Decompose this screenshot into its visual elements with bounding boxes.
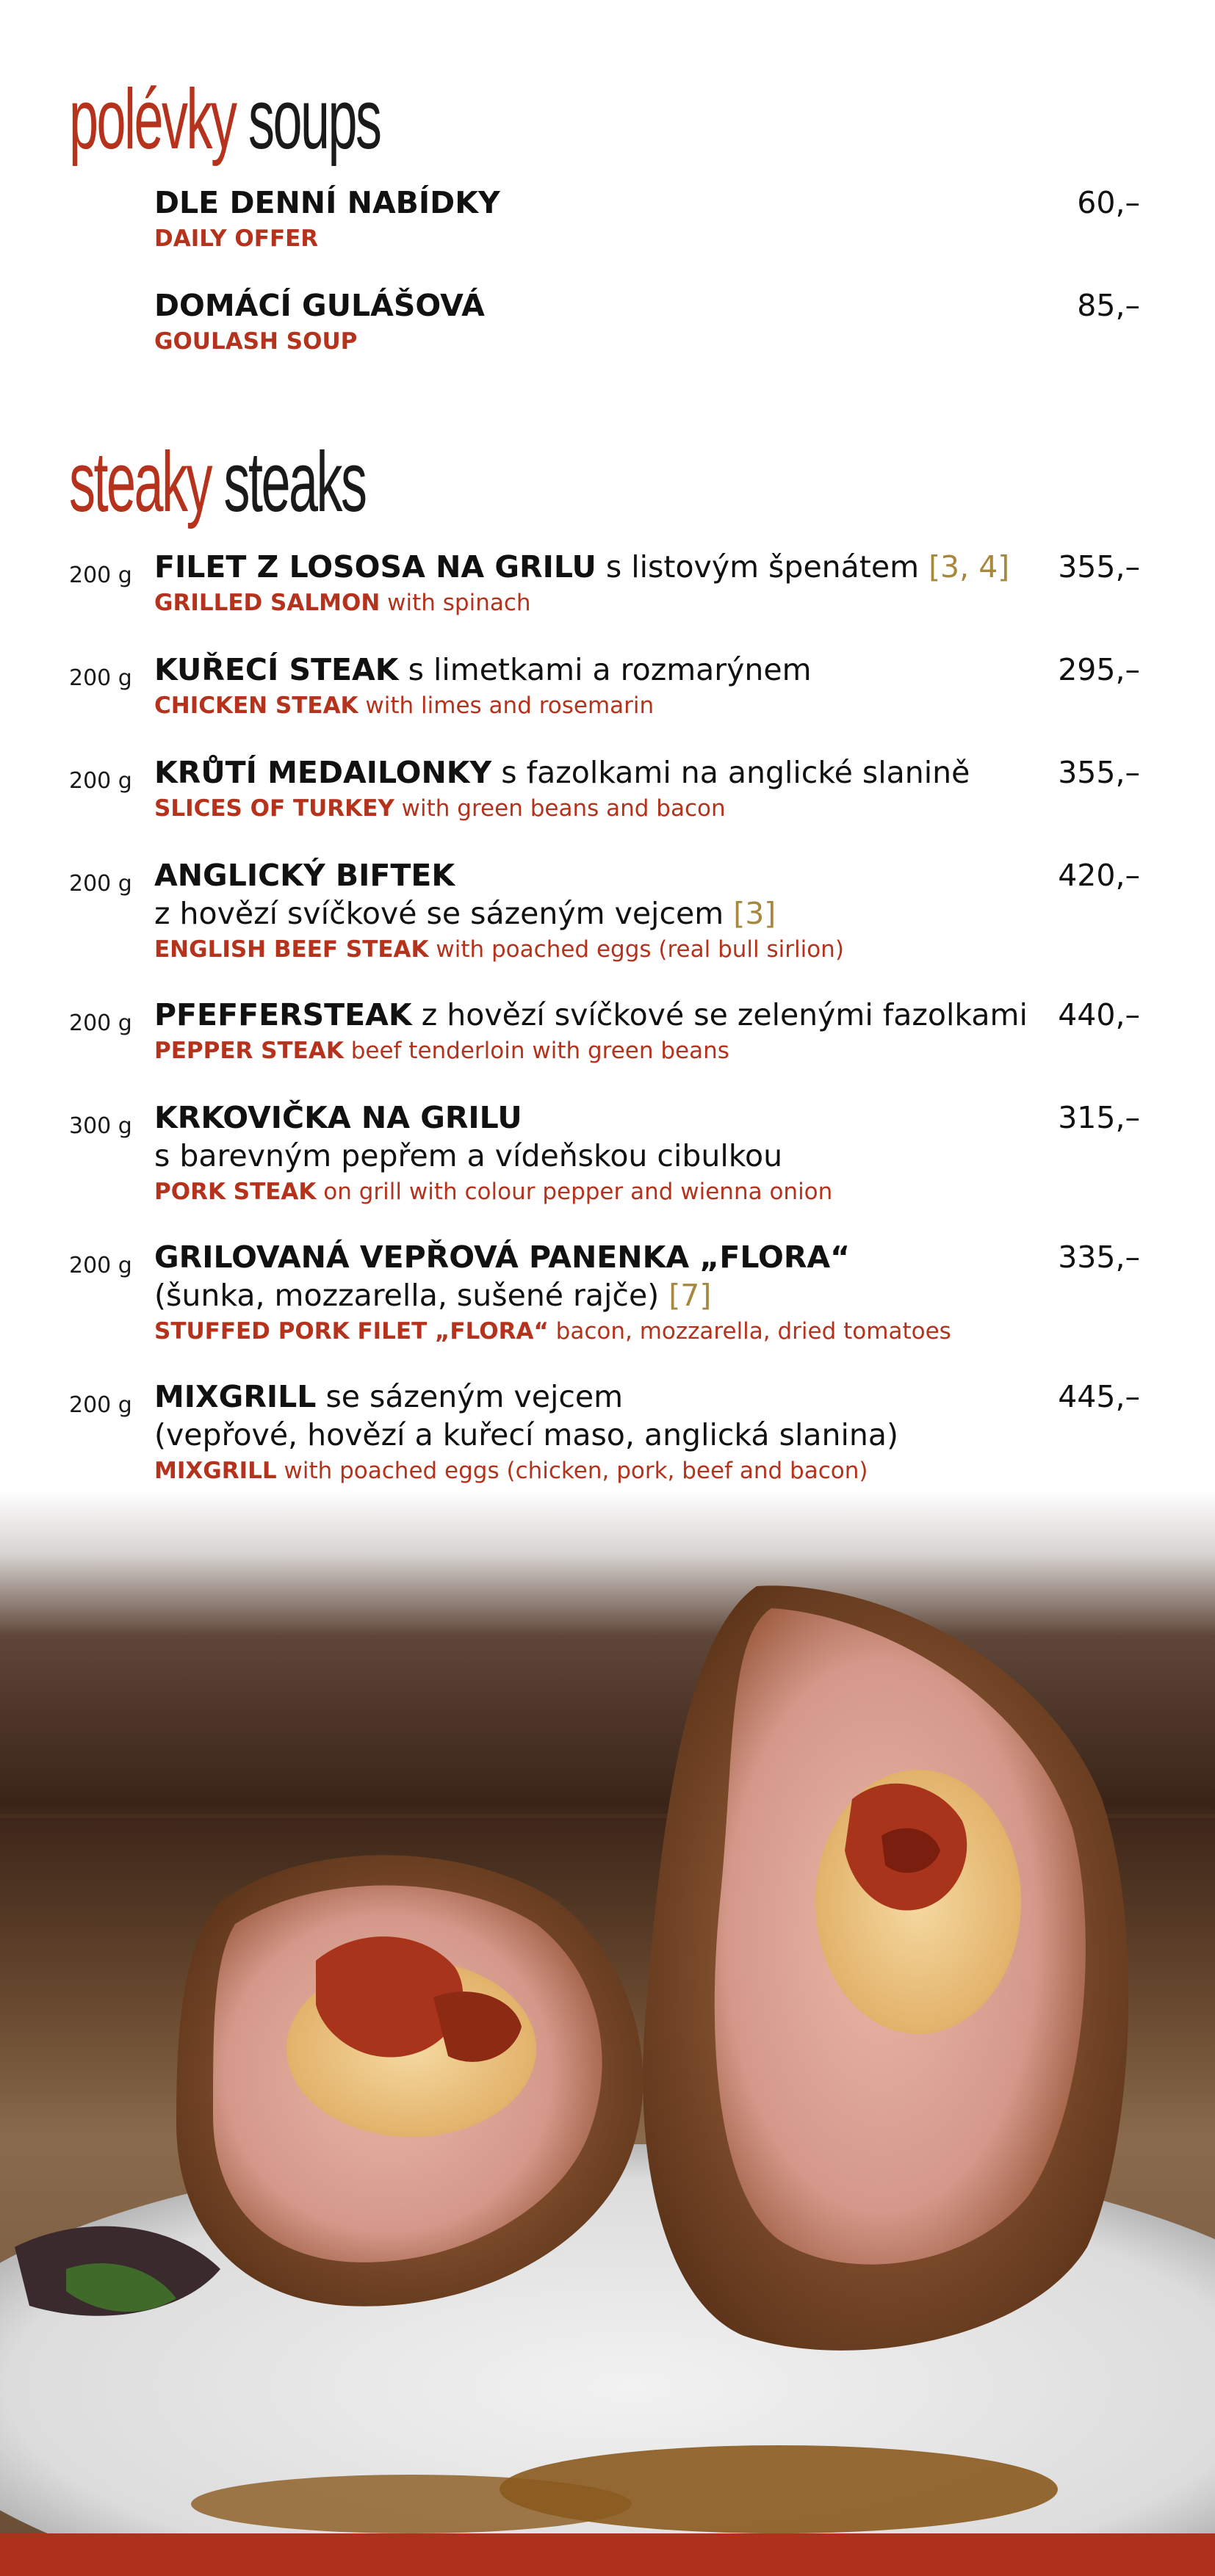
item-description: z hovězí svíčkové se sázeným vejcem (154, 896, 734, 931)
item-description-en: with poached eggs (chicken, pork, beef and bacon) (276, 1458, 868, 1484)
item-price: 85,– (1077, 288, 1140, 323)
item-weight: 200 g (69, 1392, 132, 1418)
steaks-title-cz: steaky (69, 434, 211, 529)
item-price: 315,– (1058, 1100, 1140, 1135)
item-name: KRŮTÍ MEDAILONKY (154, 755, 492, 790)
soups-title-en: soups (248, 71, 381, 167)
steaks-title-en: steaks (223, 434, 366, 529)
item-name-en: MIXGRILL (154, 1458, 277, 1484)
item-name: PFEFFERSTEAK (154, 997, 412, 1032)
item-price: 420,– (1058, 858, 1140, 893)
soups-section-title (69, 71, 381, 167)
item-description: se sázeným vejcem (316, 1379, 624, 1414)
stuffed-pork-tenderloin-photo (0, 1491, 1215, 2533)
item-price: 355,– (1058, 755, 1140, 790)
item-description: s fazolkami na anglické slanině (491, 755, 970, 790)
item-name: ANGLICKÝ BIFTEK (154, 858, 455, 893)
item-description-en: with green beans and bacon (394, 795, 726, 822)
item-price: 440,– (1058, 997, 1140, 1032)
footer-bar (0, 2533, 1215, 2576)
item-description: z hovězí svíčkové se zelenými fazolkami (411, 997, 1028, 1032)
item-description: (šunka, mozzarella, sušené rajče) (154, 1278, 669, 1313)
item-price: 295,– (1058, 652, 1140, 687)
item-description-en: on grill with colour pepper and wienna onion (316, 1179, 833, 1205)
item-price: 355,– (1058, 549, 1140, 585)
item-name: DOMÁCÍ GULÁŠOVÁ (154, 288, 485, 323)
item-price: 335,– (1058, 1240, 1140, 1275)
item-name-en: SLICES OF TURKEY (154, 795, 394, 822)
item-weight: 200 g (69, 665, 132, 691)
item-description: s barevným pepřem a vídeňskou cibulkou (154, 1138, 783, 1173)
item-allergens: [3] (733, 896, 776, 931)
item-description: s listovým špenátem (596, 549, 929, 585)
item-name: MIXGRILL (154, 1379, 317, 1414)
item-weight: 200 g (69, 562, 132, 588)
item-name-en: ENGLISH BEEF STEAK (154, 936, 429, 963)
item-weight: 200 g (69, 1253, 132, 1278)
item-description: s limetkami a rozmarýnem (398, 652, 812, 687)
item-weight: 200 g (69, 768, 132, 794)
item-weight: 200 g (69, 871, 132, 897)
item-price: 60,– (1077, 185, 1140, 220)
item-description-en: beef tenderloin with green beans (343, 1038, 729, 1064)
item-description-en: with spinach (380, 590, 531, 616)
item-name: FILET Z LOSOSA NA GRILU (154, 549, 596, 585)
item-description-en: with poached eggs (real bull sirlion) (428, 936, 844, 963)
item-allergens: [7] (668, 1278, 712, 1313)
item-weight: 200 g (69, 1010, 132, 1036)
item-weight: 300 g (69, 1113, 132, 1139)
item-name-en: PORK STEAK (154, 1179, 317, 1205)
item-description-en: with limes and rosemarin (358, 692, 655, 719)
item-name-en: GRILLED SALMON (154, 590, 381, 616)
item-name-en: PEPPER STEAK (154, 1038, 344, 1064)
item-name: GRILOVANÁ VEPŘOVÁ PANENKA „FLORA“ (154, 1240, 851, 1275)
item-description-en: bacon, mozzarella, dried tomatoes (548, 1318, 951, 1345)
steaks-section-title (69, 434, 366, 529)
item-name: DLE DENNÍ NABÍDKY (154, 185, 500, 220)
item-name: KUŘECÍ STEAK (154, 652, 399, 687)
item-price: 445,– (1058, 1379, 1140, 1414)
item-name-en: DAILY OFFER (154, 225, 319, 252)
item-name-en: GOULASH SOUP (154, 328, 358, 355)
item-name: KRKOVIČKA NA GRILU (154, 1100, 522, 1135)
item-allergens: [3, 4] (929, 549, 1010, 585)
item-name-en: STUFFED PORK FILET „FLORA“ (154, 1318, 549, 1345)
soups-title-cz: polévky (69, 71, 236, 167)
item-name-en: CHICKEN STEAK (154, 692, 358, 719)
item-description-2: (vepřové, hovězí a kuřecí maso, anglická slanina) (154, 1417, 898, 1452)
